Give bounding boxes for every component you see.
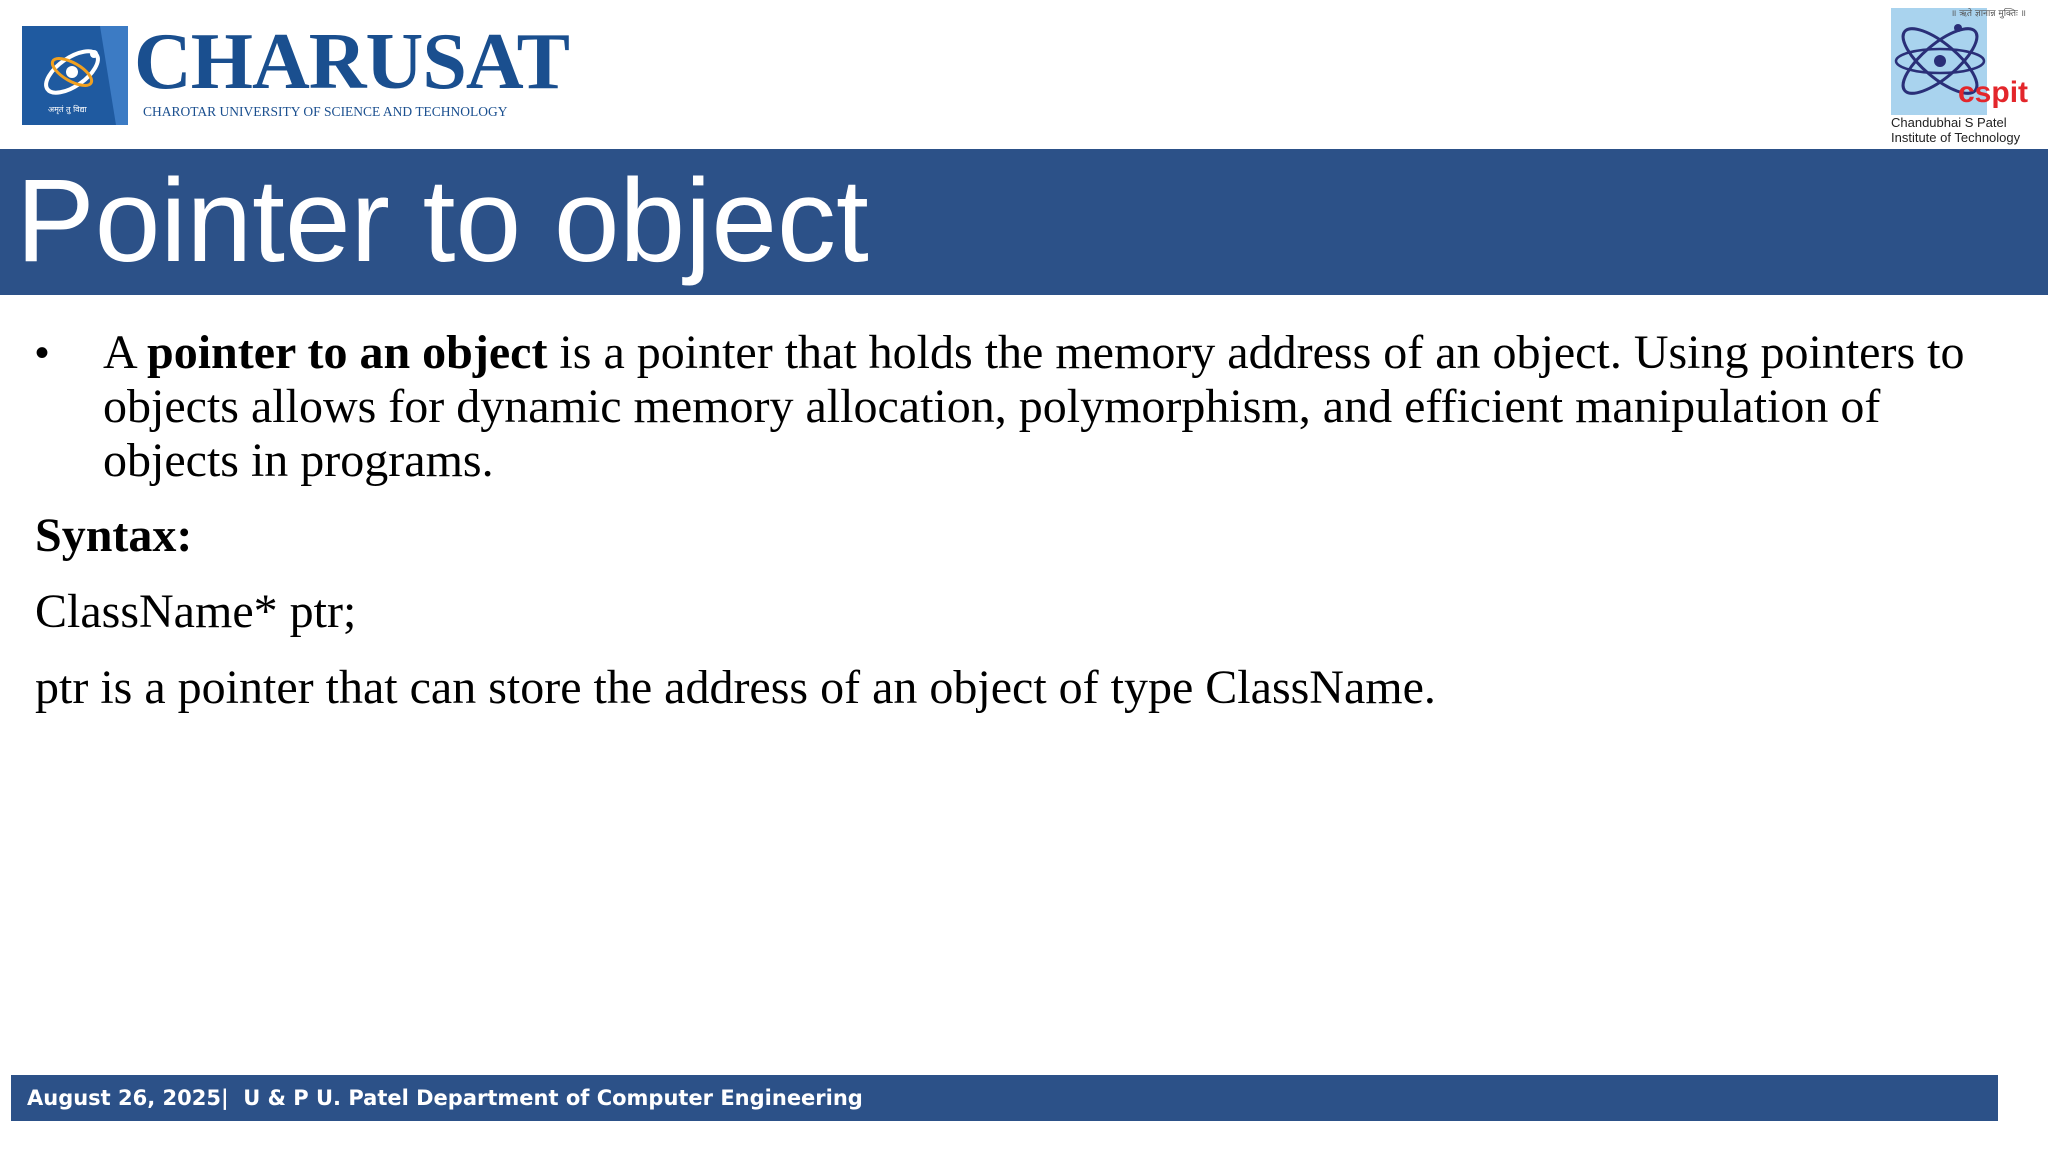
charusat-logo	[22, 18, 570, 126]
footer-date: August 26, 2025	[27, 1086, 221, 1110]
charusat-emblem-text: अमृतं तु विद्या	[48, 105, 87, 114]
cspit-fullname: Chandubhai S Patel Institute of Technology	[1891, 115, 2021, 145]
charusat-fullname: CHAROTAR UNIVERSITY OF SCIENCE AND TECHNOLOGY	[143, 104, 508, 119]
bullet-icon: •	[35, 331, 50, 375]
charusat-emblem-icon	[22, 26, 128, 125]
footer-separator: |	[221, 1086, 229, 1110]
footer-text	[27, 1086, 863, 1110]
cspit-logo	[1888, 6, 2043, 146]
slide-title: Pointer to object	[16, 155, 869, 287]
footer-bar	[11, 1075, 1998, 1121]
slide-content	[35, 326, 2025, 715]
bullet-rest: is a pointer that holds the memory address of an object. Using pointers to objects allows for dynamic memory allocation, polymorphism, and efficient manipulation of objects in programs.	[103, 326, 1965, 487]
footer-department: U & P U. Patel Department of Computer Engineering	[243, 1086, 863, 1110]
syntax-heading: Syntax:	[35, 509, 193, 562]
title-band	[0, 149, 2048, 295]
cspit-tagline: ॥ ऋते ज्ञानान्न मुक्तिः ॥	[1951, 9, 2027, 19]
bullet-prefix: A	[103, 326, 148, 379]
syntax-code: ClassName* ptr;	[35, 585, 357, 638]
cspit-acronym: cspit	[1958, 76, 2029, 109]
bullet-bold-term: pointer to an object	[147, 326, 548, 379]
cspit-atom-icon	[1888, 6, 2033, 121]
charusat-wordmark: CHARUSAT	[134, 18, 570, 106]
syntax-description: ptr is a pointer that can store the address of an object of type ClassName.	[35, 661, 1436, 714]
bullet-item	[35, 326, 2025, 488]
